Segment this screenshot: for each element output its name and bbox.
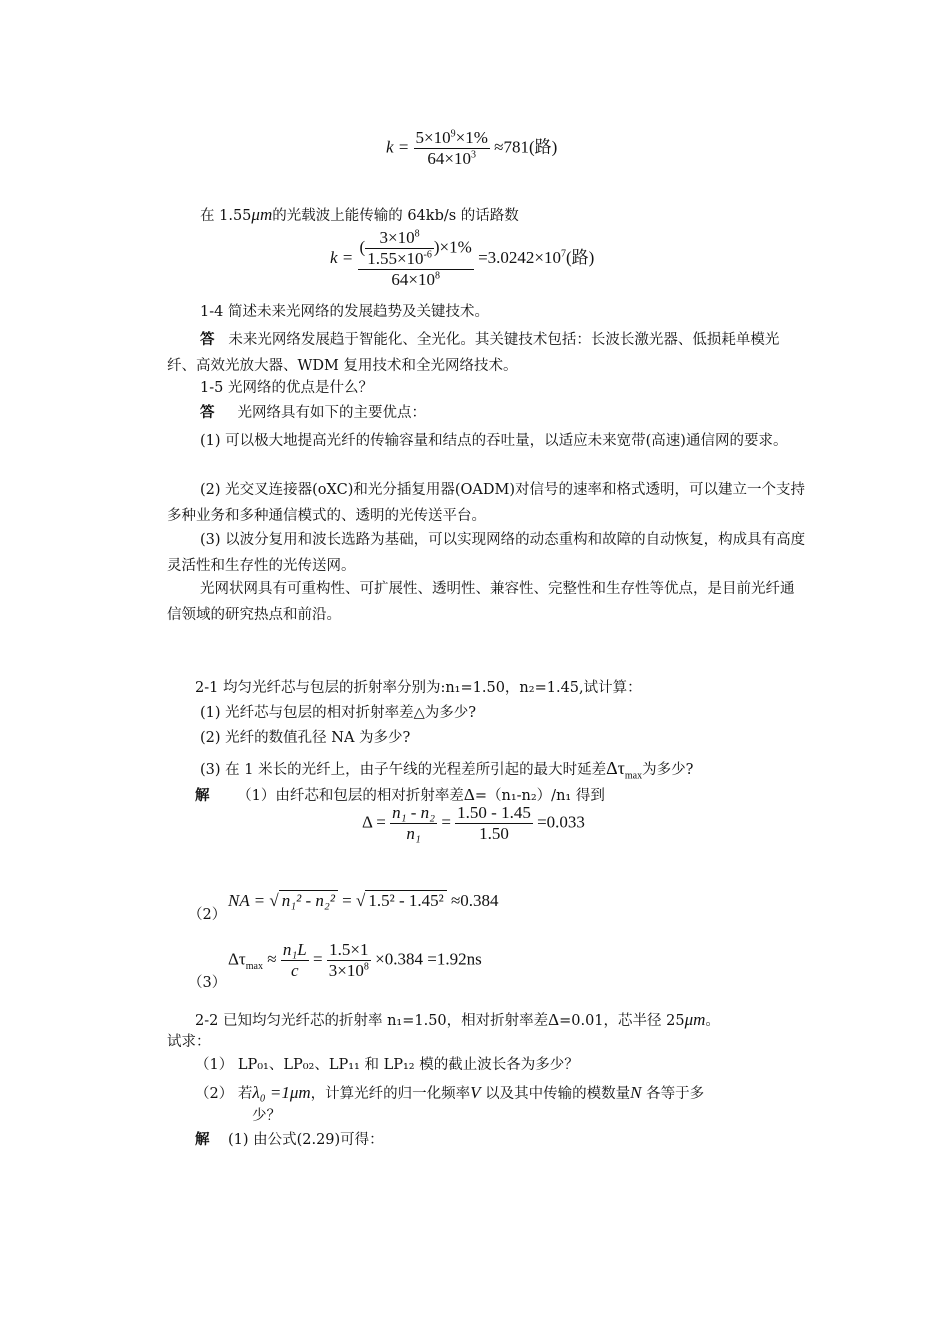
question-1-4: 1-4 简述未来光网络的发展趋势及关键技术。 xyxy=(200,304,489,320)
formula1-den-exp: 3 xyxy=(471,149,476,161)
answer-2-1-text-c: =（n₁-n₂）/n₁ 得到 xyxy=(474,788,605,804)
answer-1-5-text: 光网络具有如下的主要优点： xyxy=(237,405,427,421)
answer-2-1-delta: Δ xyxy=(463,785,475,804)
formula1-num: 5×10 xyxy=(415,128,451,147)
q22-2-text-d: 各等于多 xyxy=(646,1086,705,1102)
formula2-inner-fraction xyxy=(365,228,434,269)
formula4-eq: = xyxy=(342,891,352,910)
q22-2-text-c: 以及其中传输的模数量 xyxy=(485,1086,631,1102)
q21-3-sym: Δτ xyxy=(606,758,625,778)
answer-1-5-summary: 光网状网具有可重构性、可扩展性、透明性、兼容性、完整性和生存性等优点，是目前光纤通信领域的研究热点和前沿。 xyxy=(167,581,795,623)
formula1-num-exp: 9 xyxy=(450,128,456,140)
formula3-den: n₁ xyxy=(406,824,421,843)
q22-2-text-b: ，计算光纤的归一化频率 xyxy=(310,1086,471,1102)
formula-k-1 xyxy=(386,128,557,169)
answer-1-5-label: 答 xyxy=(200,404,215,421)
question-2-1: 2-1 均匀光纤芯与包层的折射率分别为:n₁=1.50，n₂=1.45,试计算： xyxy=(195,680,642,696)
answer-1-4-text: 未来光网络发展趋于智能化、全光化。其关键技术包括：长波长激光器、低损耗单模光纤、高效光放大器、WDM 复用技术和全光网络技术。 xyxy=(167,332,780,374)
formula5-den: c xyxy=(290,961,299,980)
formula1-num-tail: ×1% xyxy=(455,128,488,147)
q22-text-b: =0.01，芯半径 25 xyxy=(559,1013,685,1029)
p155-text: 在 1.55 xyxy=(200,208,252,224)
formula4-result: ≈0.384 xyxy=(450,891,499,910)
answer-2-2-label: 解 xyxy=(195,1131,210,1148)
q21-3-symbol xyxy=(606,758,643,782)
formula3-num2: 1.50 - 1.45 xyxy=(457,803,531,822)
formula-k-2 xyxy=(330,228,594,290)
formula2-fraction: ( $\frac{3\times 10^8}{1.55\times 10^{-6}}$ )×1% $64\times 10^8$ xyxy=(359,228,472,289)
formula5-fraction-1 xyxy=(281,940,309,981)
answer-1-4-label: 答 xyxy=(200,331,215,348)
formula3-result: =0.033 xyxy=(537,812,585,832)
formula-na: NA = √ n₁² - n₂² = √ 1.5² - 1.45² ≈0.384 xyxy=(228,891,499,910)
answer-1-5-item-3: (3) 以波分复用和波长选路为基础，可以实现网络的动态重构和故障的自动恢复，构成具有高度灵活性和生存性的光传送网。 xyxy=(167,532,806,574)
answer-2-1-label: 解 xyxy=(195,787,210,804)
formula5-num: n₁L xyxy=(282,940,307,959)
q21-3-text: (3) 在 1 米长的光纤上，由子午线的光程差所引起的最大时延差 xyxy=(200,762,607,778)
formula4-lhs: NA = xyxy=(228,891,266,910)
formula2-inner-num: 3×10 xyxy=(379,228,415,247)
formula5-den2: 3×10 xyxy=(328,961,364,980)
formula3-fraction-1 xyxy=(390,803,437,844)
q21-3-sub: max xyxy=(624,770,643,782)
formula-delta xyxy=(362,803,585,844)
formula5-eq: = xyxy=(312,949,323,969)
formula2-lhs: k = xyxy=(330,247,354,267)
formula3-lhs: Δ = xyxy=(362,812,386,832)
question-2-2-part-2-wrap: 少？ xyxy=(252,1108,281,1124)
formula1-lhs: k = xyxy=(386,137,410,157)
formula2-tail: )×1% xyxy=(433,237,472,257)
formula5-lhs-sub: max xyxy=(245,960,263,972)
formula5-approx: ≈ xyxy=(267,949,277,969)
formula1-fraction xyxy=(414,128,490,169)
q22-2-v: V xyxy=(470,1083,481,1102)
question-2-2-part-2 xyxy=(195,1083,704,1104)
question-2-2-part-1: （1） LP₀₁、LP₀₂、LP₁₁ 和 LP₁₂ 模的截止波长各为多少？ xyxy=(195,1057,579,1073)
formula3-num: n₁ - n₂ xyxy=(392,803,436,822)
answer-1-5-item-1: (1) 可以极大地提高光纤的传输容量和结点的吞吐量，以适应未来宽带(高速)通信网的要求。 xyxy=(200,433,788,449)
q22-2-lambda: λ₀ =1μm xyxy=(252,1083,311,1102)
answer-2-2-text: (1) 由公式(2.29)可得： xyxy=(227,1132,384,1148)
formula2-den: 64×10 xyxy=(391,270,435,289)
q21-3-tail: 为多少? xyxy=(642,762,694,778)
formula2-result: =3.0242×10 xyxy=(478,247,561,267)
formula2-result-unit: (路) xyxy=(566,247,595,267)
formula2-den-exp: 8 xyxy=(434,270,440,282)
question-2-2 xyxy=(195,1010,720,1031)
formula5-lhs: Δτ xyxy=(228,949,246,969)
p155-unit: μm xyxy=(251,205,273,224)
formula1-result: ≈781(路) xyxy=(494,137,558,157)
q22-text-a: 2-2 已知均匀光纤芯的折射率 n₁=1.50，相对折射率差 xyxy=(195,1013,549,1029)
formula2-result-exp: 7 xyxy=(561,248,566,260)
formula2-inner-num-exp: 8 xyxy=(414,228,420,240)
formula4-label: （2） xyxy=(188,907,227,923)
question-2-1-part-1: (1) 光纤芯与包层的相对折射率差△为多少? xyxy=(200,705,477,721)
formula5-fraction-2 xyxy=(327,940,371,981)
q22-unit: μm xyxy=(684,1010,706,1029)
formula3-fraction-2 xyxy=(455,803,533,844)
answer-2-2 xyxy=(195,1130,384,1150)
formula1-den: 64×10 xyxy=(427,149,471,168)
question-1-5: 1-5 光网络的优点是什么？ xyxy=(200,380,373,396)
q22-2-text-a: （2） 若 xyxy=(195,1086,253,1102)
formula3-den2: 1.50 xyxy=(479,824,509,843)
formula3-eq: = xyxy=(441,812,451,832)
formula4-sqrt2: 1.5² - 1.45² xyxy=(365,890,446,911)
q22-delta: Δ xyxy=(548,1010,560,1029)
answer-1-5-item-2: (2) 光交叉连接器(oXC)和光分插复用器(OADM)对信号的速率和格式透明，可以建立一个支持多种业务和多种通信模式的、透明的光传送平台。 xyxy=(167,482,805,524)
formula4-sqrt1: n₁² - n₂² xyxy=(279,890,338,911)
formula5-label: （3） xyxy=(188,975,227,991)
answer-1-4 xyxy=(167,327,807,379)
q22-2-n: N xyxy=(630,1083,642,1102)
q22-text-c: 。 xyxy=(705,1013,720,1029)
formula2-inner-den-exp: -6 xyxy=(423,249,432,261)
answer-1-5-intro xyxy=(200,403,426,423)
formula-delta-tau xyxy=(228,940,482,981)
question-2-1-part-3 xyxy=(200,758,693,780)
formula5-den2-exp: 8 xyxy=(363,961,369,973)
formula2-inner-den: 1.55×10 xyxy=(367,249,424,268)
p155-tail: 的光载波上能传输的 64kb/s 的话路数 xyxy=(272,208,519,224)
question-2-2-prompt: 试求： xyxy=(167,1034,211,1050)
paragraph-155 xyxy=(200,205,519,226)
answer-2-1-text-a: （1）由纤芯和包层的相对折射率差 xyxy=(237,788,464,804)
question-2-1-part-2: (2) 光纤的数值孔径 NA 为多少? xyxy=(200,730,411,746)
formula5-num2: 1.5×1 xyxy=(327,940,371,961)
formula5-result: ×0.384 =1.92ns xyxy=(375,949,482,969)
